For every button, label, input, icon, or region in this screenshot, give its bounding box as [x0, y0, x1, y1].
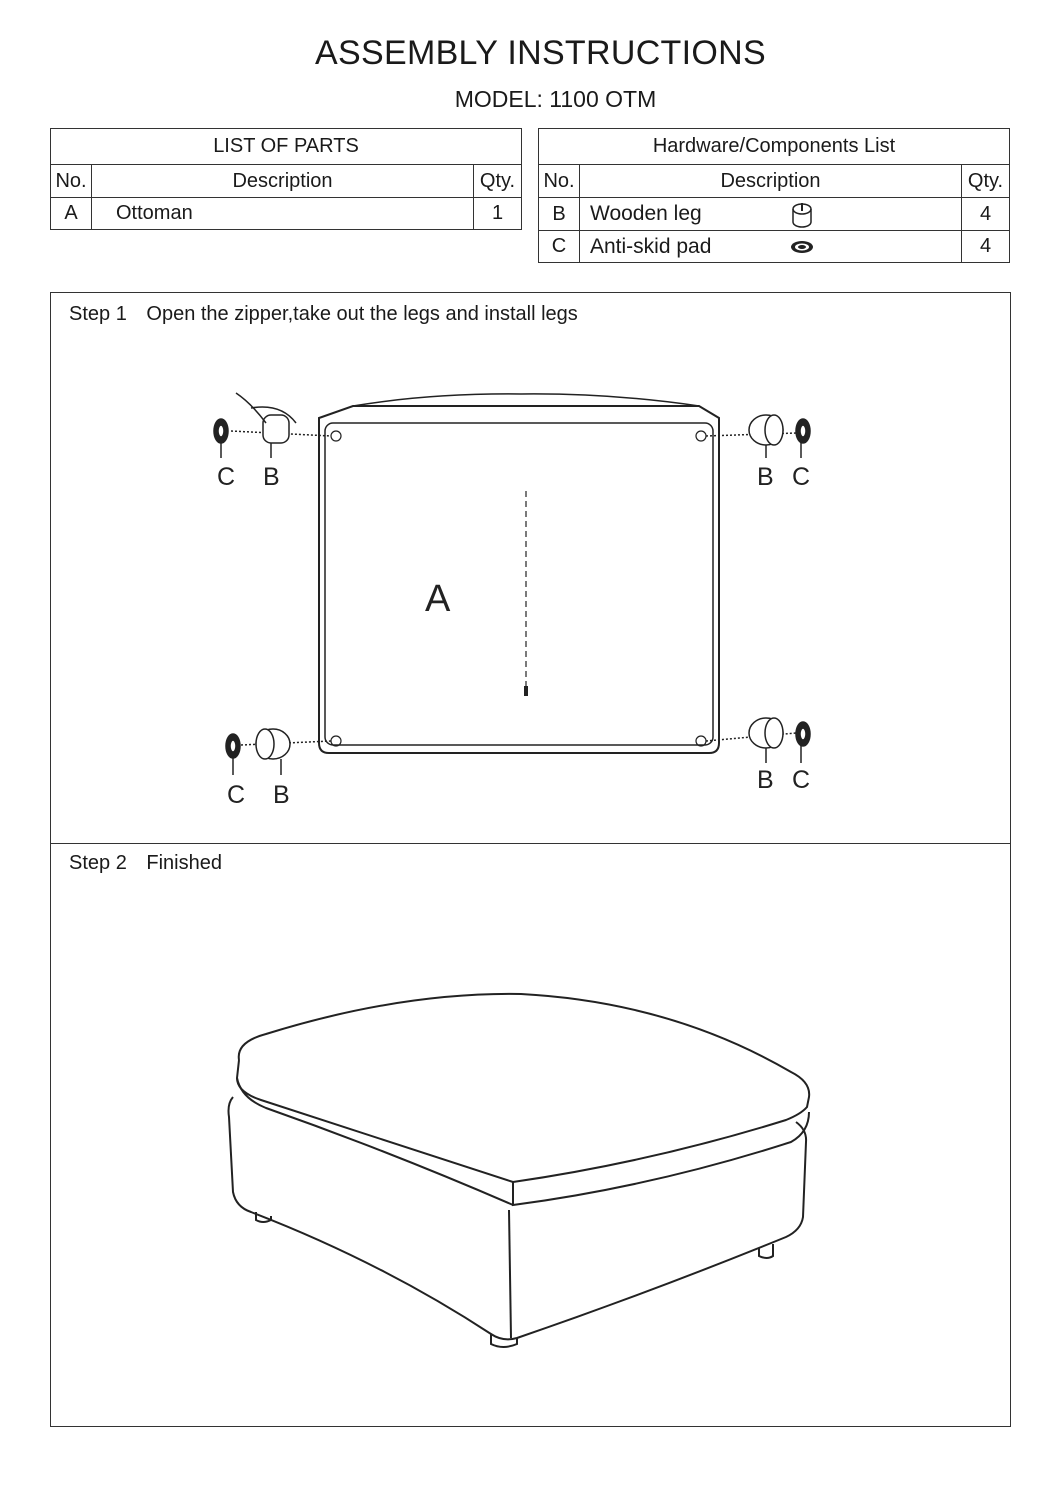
step-1-panel: [50, 292, 1011, 844]
parts-list-table: [50, 128, 522, 230]
step-text: Open the zipper,take out the legs and install legs: [146, 303, 578, 325]
part-no: C: [539, 231, 580, 263]
step-text: Finished: [146, 852, 222, 874]
pad-label: C: [227, 781, 246, 809]
column-header: No.: [539, 165, 580, 198]
leg-label: B: [263, 463, 280, 491]
part-qty: 4: [962, 231, 1010, 263]
table-row: [51, 198, 522, 230]
leg-label: B: [273, 781, 290, 809]
column-header: Qty.: [474, 165, 522, 198]
table-row: [539, 198, 1010, 231]
leg-label: B: [757, 766, 774, 794]
anti-skid-pad-icon: [790, 235, 814, 259]
part-qty: 1: [474, 198, 522, 230]
finished-ottoman-illustration: [51, 842, 1010, 1426]
step-number: Step 2: [69, 852, 127, 874]
part-description-cell: [580, 198, 962, 231]
column-header: Description: [580, 165, 962, 198]
model-number: MODEL: 1100 OTM: [454, 86, 657, 112]
pad-label: C: [792, 766, 811, 794]
part-no: A: [51, 198, 92, 230]
document-title: ASSEMBLY INSTRUCTIONS: [315, 34, 766, 72]
part-description: Ottoman: [92, 198, 474, 230]
leg-label: B: [757, 463, 774, 491]
part-a-label: A: [425, 578, 451, 620]
column-header: Qty.: [962, 165, 1010, 198]
part-no: B: [539, 198, 580, 231]
part-qty: 4: [962, 198, 1010, 231]
wooden-leg-icon: [790, 202, 814, 230]
part-description: Wooden leg: [590, 202, 702, 225]
hardware-list-title: Hardware/Components List: [539, 129, 1010, 165]
step-2-panel: [50, 842, 1011, 1427]
table-row: [539, 231, 1010, 263]
column-header: Description: [92, 165, 474, 198]
column-header: No.: [51, 165, 92, 198]
pad-label: C: [792, 463, 811, 491]
legs-and-pads: [214, 393, 810, 775]
part-description-cell: [580, 231, 962, 263]
parts-list-title: LIST OF PARTS: [51, 129, 522, 165]
hardware-list-table: [538, 128, 1010, 263]
part-description: Anti-skid pad: [590, 234, 712, 258]
pad-label: C: [217, 463, 236, 491]
leg-installation-diagram: [51, 293, 1010, 843]
step-number: Step 1: [69, 303, 127, 325]
